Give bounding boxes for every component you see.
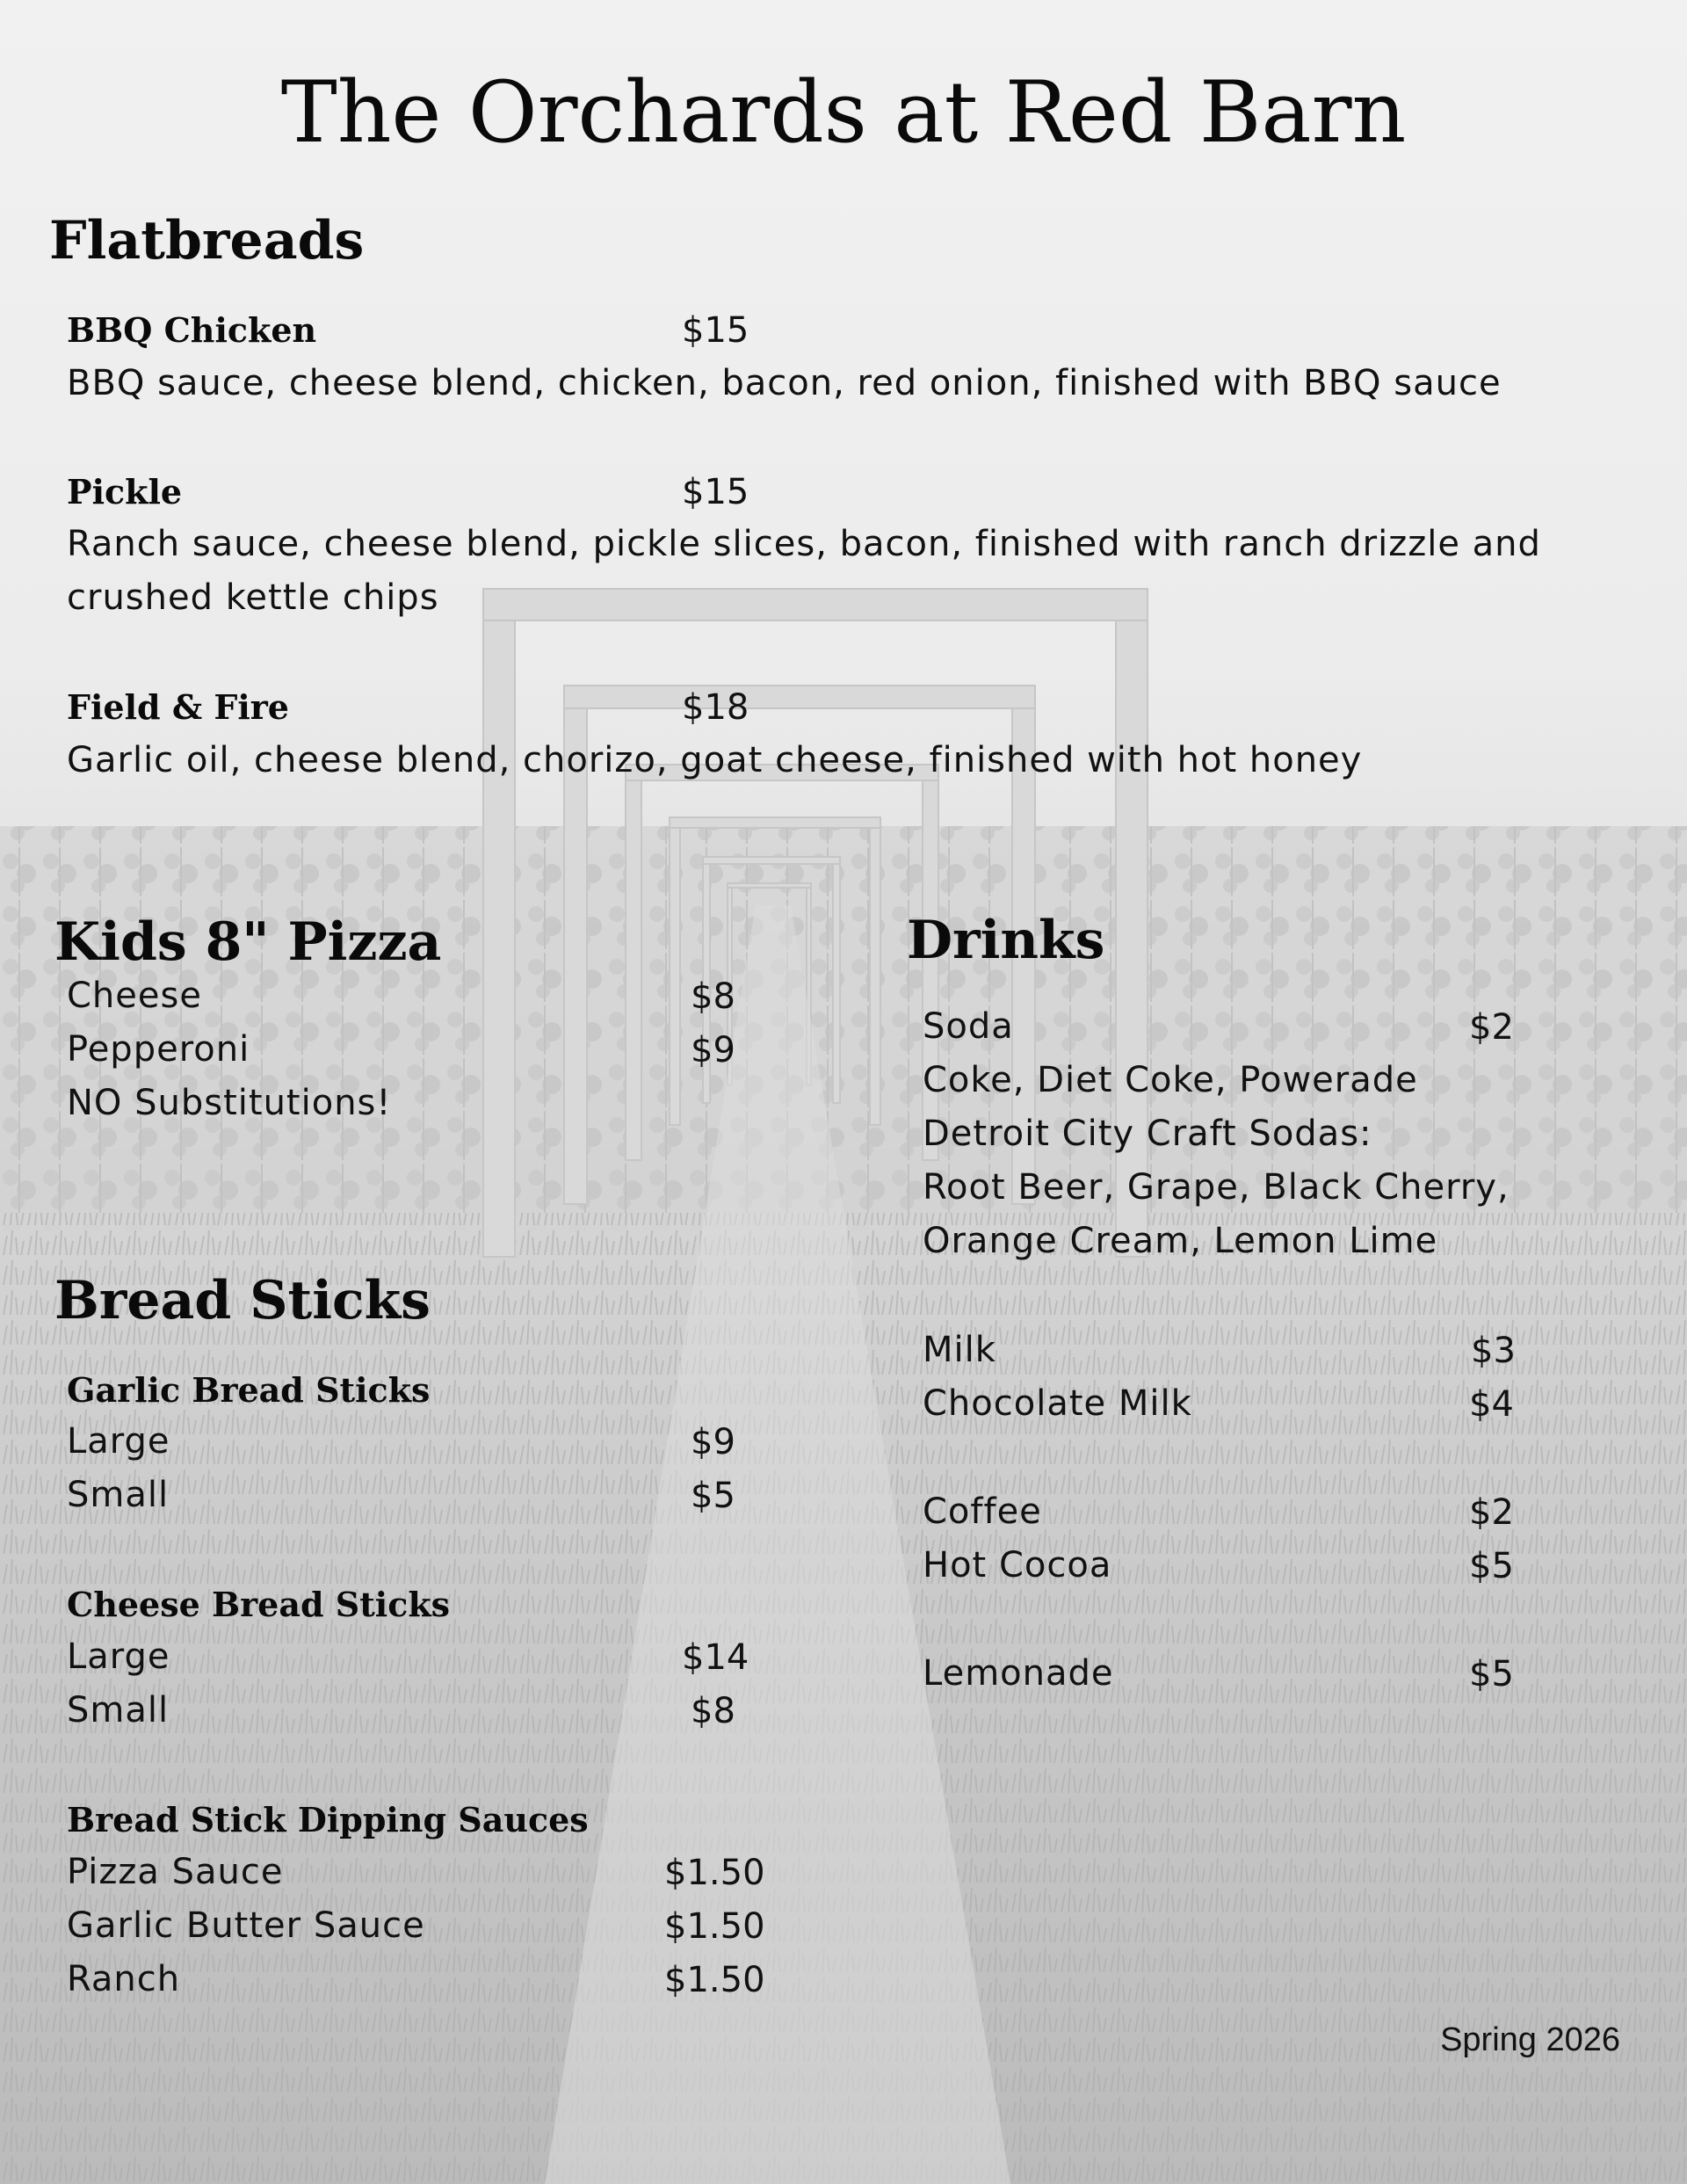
item-name: Cheese [67, 976, 202, 1016]
drinks-heading: Drinks [907, 910, 1105, 971]
item-name: BBQ Chicken [67, 310, 317, 350]
item-price: $1.50 [664, 1906, 765, 1947]
kids-note: NO Substitutions! [67, 1083, 392, 1123]
item-name: Large [67, 1421, 170, 1462]
item-price: $9 [691, 1422, 735, 1462]
soda-detail: Coke, Diet Coke, Powerade [923, 1060, 1418, 1100]
item-name: Milk [923, 1330, 996, 1370]
item-price: $1.50 [664, 1960, 765, 2000]
item-price: $5 [691, 1476, 735, 1516]
item-group-name: Cheese Bread Sticks [67, 1585, 451, 1624]
item-price: $3 [1471, 1331, 1516, 1371]
item-name: Ranch [67, 1959, 181, 1999]
item-name: Large [67, 1636, 170, 1677]
page-title: The Orchards at Red Barn [280, 63, 1407, 162]
item-name: Coffee [923, 1491, 1042, 1532]
item-name: Lemonade [923, 1653, 1114, 1694]
flatbreads-heading: Flatbreads [49, 210, 365, 272]
bread-sticks-heading: Bread Sticks [54, 1270, 431, 1331]
item-name: Pizza Sauce [67, 1852, 284, 1892]
season-footer: Spring 2026 [1440, 2021, 1620, 2058]
item-price: $2 [1469, 1007, 1514, 1048]
item-description: BBQ sauce, cheese blend, chicken, bacon, red onion, finished with BBQ sauce [67, 363, 1502, 403]
item-price: $2 [1469, 1492, 1514, 1533]
item-price: $8 [691, 976, 735, 1017]
item-price: $18 [682, 687, 749, 728]
item-name: Small [67, 1690, 170, 1731]
item-price: $1.50 [664, 1853, 765, 1893]
item-price: $15 [682, 472, 749, 512]
item-price: $4 [1469, 1384, 1514, 1425]
item-name: Hot Cocoa [923, 1545, 1112, 1585]
item-description: Garlic oil, cheese blend, chorizo, goat cheese, finished with hot honey [67, 740, 1363, 780]
item-price: $9 [691, 1030, 735, 1070]
soda-detail: Orange Cream, Lemon Lime [923, 1221, 1438, 1261]
item-name: Field & Fire [67, 687, 289, 727]
soda-detail: Root Beer, Grape, Black Cherry, [923, 1167, 1510, 1208]
item-name: Small [67, 1475, 170, 1515]
item-price: $15 [682, 310, 749, 351]
item-name: Pickle [67, 472, 183, 512]
item-price: $8 [691, 1691, 735, 1731]
item-price: $5 [1469, 1654, 1514, 1694]
item-group-name: Bread Stick Dipping Sauces [67, 1800, 589, 1839]
item-price: $14 [682, 1637, 749, 1678]
item-price: $5 [1469, 1546, 1514, 1586]
item-name: Pepperoni [67, 1029, 250, 1070]
item-name: Garlic Butter Sauce [67, 1905, 425, 1946]
kids-pizza-heading: Kids 8" Pizza [54, 911, 442, 973]
soda-detail: Detroit City Craft Sodas: [923, 1114, 1372, 1154]
item-group-name: Garlic Bread Sticks [67, 1370, 431, 1410]
item-description: Ranch sauce, cheese blend, pickle slices, bacon, finished with ranch drizzle and crushed kettle chips [67, 524, 1541, 618]
item-name: Chocolate Milk [923, 1383, 1192, 1424]
item-name: Soda [923, 1006, 1014, 1047]
